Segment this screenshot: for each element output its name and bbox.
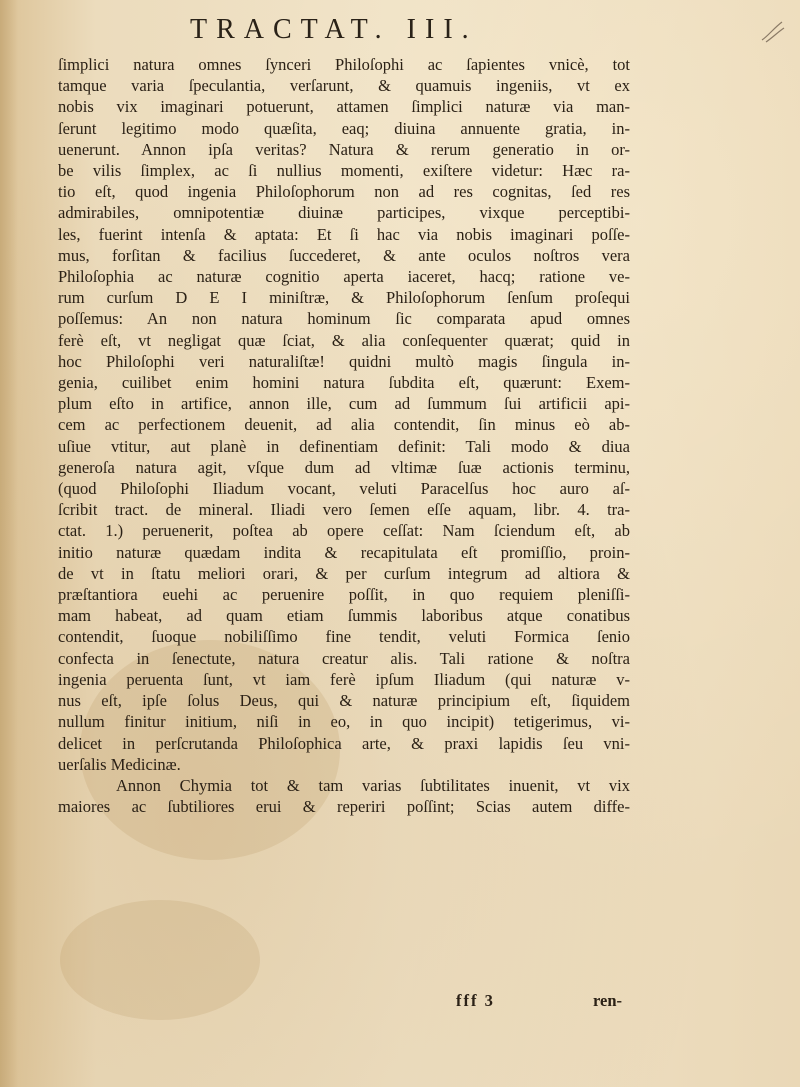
text-line: genia, cuilibet enim homini natura ſubdita eſt, quærunt: Exem- — [58, 373, 630, 393]
running-head: TRACTAT. III. — [190, 14, 478, 45]
page-footer — [58, 991, 630, 1015]
text-line: ferè eſt, vt negligat quæ ſciat, & alia conſequenter quærat; quid in — [58, 330, 630, 350]
page-gutter-shadow — [0, 0, 18, 1087]
text-line: admirabiles, omnipotentiæ diuinæ participes, vixque perceptibi- — [58, 203, 630, 223]
text-line: nus eſt, ipſe ſolus Deus, qui & naturæ principium eſt, ſiquidem — [58, 691, 630, 711]
text-line: delicet in perſcrutanda Philoſophica arte, & praxi lapidis ſeu vni- — [58, 733, 630, 753]
text-line: Annon Chymia tot & tam varias ſubtilitates inuenit, vt vix — [116, 775, 630, 795]
text-line: (quod Philoſophi Iliadum vocant, veluti Paracelſus hoc auro aſ- — [58, 479, 630, 499]
text-line: nullum finitur initium, niſi in eo, in quo incipit) tetigerimus, vi- — [58, 712, 630, 732]
text-line: tamque varia ſpeculantia, verſarunt, & quamuis ingeniis, vt ex — [58, 76, 630, 96]
pencil-mark-icon — [758, 18, 786, 46]
text-line: maiores ac ſubtiliores erui & reperiri poſſint; Scias autem diffe- — [58, 797, 630, 817]
text-line: ingenia peruenta ſunt, vt iam ferè ipſum Iliadum (qui naturæ v- — [58, 669, 630, 689]
catchword: ren- — [592, 991, 622, 1010]
text-line: initio naturæ quædam indita & recapitulata eſt promiſſio, proin- — [58, 542, 630, 562]
text-line: ſimplici natura omnes ſynceri Philoſophi ac ſapientes vnicè, tot — [58, 55, 630, 74]
text-line: uenerunt. Annon ipſa veritas? Natura & rerum generatio in or- — [58, 139, 630, 159]
text-line: nobis vix imaginari potuerunt, attamen ſimplici naturæ via man- — [58, 97, 630, 117]
text-line: generoſa natura agit, vſque dum ad vltimæ ſuæ actionis terminu, — [58, 457, 630, 477]
text-line: confecta in ſenectute, natura creatur alis. Tali ratione & noſtra — [58, 648, 630, 668]
text-line: cem ac perfectionem deuenit, ad alia contendit, ſin minus eò ab- — [58, 415, 630, 435]
text-line: poſſemus: An non natura hominum ſic comparata apud omnes — [58, 309, 630, 329]
text-line: mam habeat, ad quam etiam ſummis laboribus atque conatibus — [58, 606, 630, 626]
text-line: de vt in ſtatu meliori orari, & per curſum integrum ad altiora & — [58, 563, 630, 583]
text-line: uſiue vtitur, aut planè in definentiam definit: Tali modo & diua — [58, 436, 630, 456]
text-line: ſcribit tract. de mineral. Iliadi vero ſemen eſſe aquam, libr. 4. tra- — [58, 500, 630, 520]
text-line: mus, forſitan & facilius ſuccederet, & ante oculos noſtros vera — [58, 245, 630, 265]
text-line: præſtantiora euehi ac peruenire poſſit, in quo requiem pleniſſi- — [58, 585, 630, 605]
text-line: Philoſophia ac naturæ cognitio aperta iaceret, hacq; ratione ve- — [58, 267, 630, 287]
body-text — [58, 54, 630, 817]
signature-mark: fff 3 — [456, 991, 495, 1010]
text-line: uerſalis Medicinæ. — [58, 754, 181, 774]
text-line: hoc Philoſophi veri naturaliſtæ! quidni multò magis ſingula in- — [58, 351, 630, 371]
text-line: tio eſt, quod ingenia Philoſophorum non ad res cognitas, ſed res — [58, 182, 630, 202]
text-line: plum eſto in artifice, annon ille, cum ad ſummum ſui artificii api- — [58, 394, 630, 414]
text-line: rum curſum D E I miniſtræ, & Philoſophorum ſenſum proſequi — [58, 288, 630, 308]
text-line: ſerunt legitimo modo quæſita, eaq; diuina annuente gratia, in- — [58, 118, 630, 138]
text-line: les, fuerint intenſa & aptata: Et ſi hac via nobis imaginari poſſe- — [58, 224, 630, 244]
text-line: be vilis ſimplex, ac ſi nullius momenti, exiſtere videtur: Hæc ra- — [58, 161, 630, 181]
text-line: contendit, ſuoque nobiliſſimo fine tendit, veluti Formica ſenio — [58, 627, 630, 647]
text-line: ctat. 1.) peruenerit, poſtea ab opere ceſſat: Nam ſciendum eſt, ab — [58, 521, 630, 541]
